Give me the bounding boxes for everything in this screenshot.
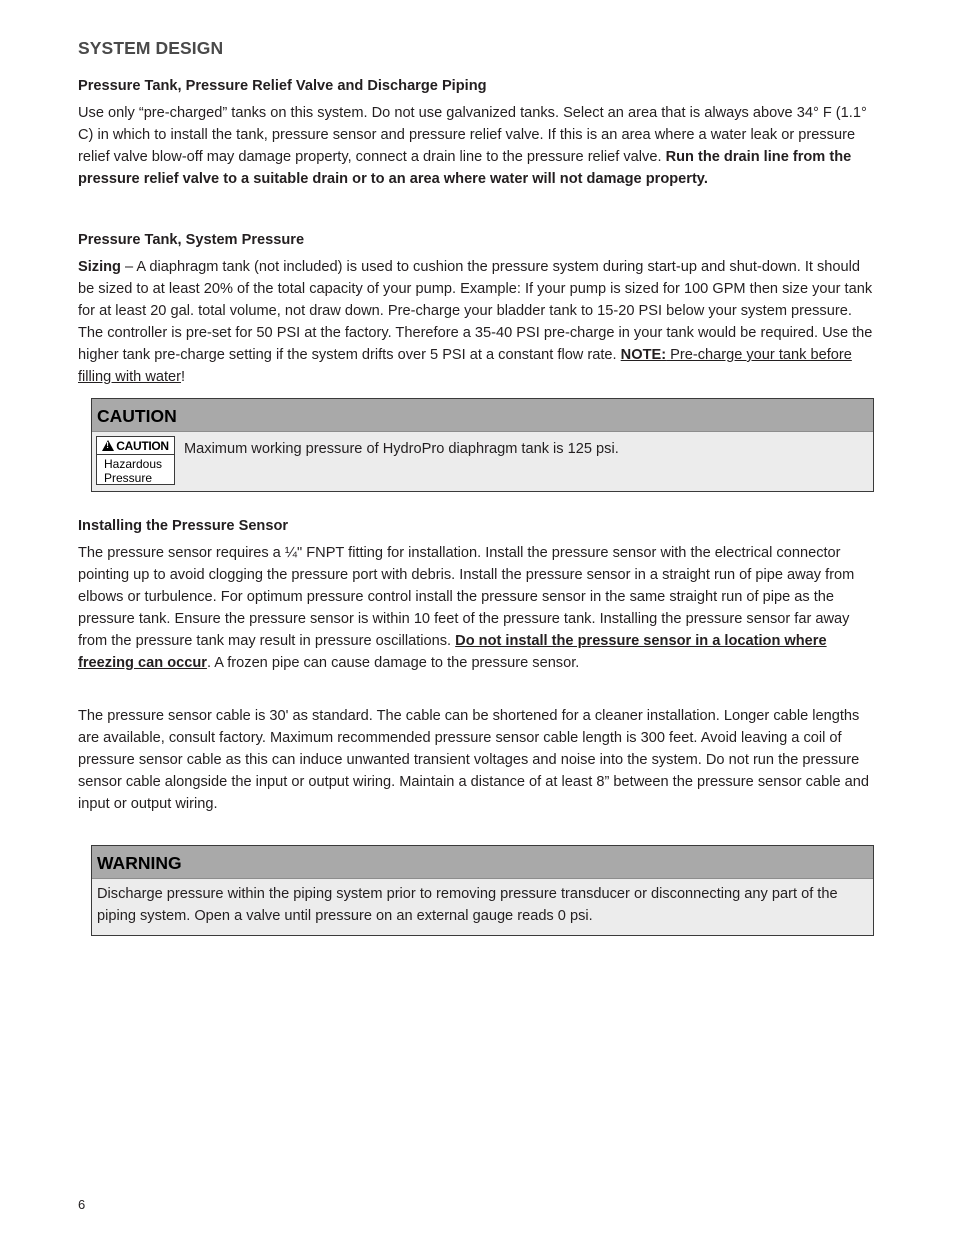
caution-box-title: CAUTION	[97, 406, 177, 426]
section-title: SYSTEM DESIGN	[78, 38, 224, 58]
caution-label-title: CAUTION	[116, 438, 169, 453]
sensor-paragraph-1	[78, 542, 878, 674]
tank-heading: Pressure Tank, Pressure Relief Valve and Discharge Piping	[78, 78, 487, 94]
sizing-text: – A diaphragm tank (not included) is used to cushion the pressure system during start-up and shut-down. It should be sized to at least 20% of the total capacity of your pump. Example: If your pump is sized for 100 GPM then size your tank for at least 20 gal. total volume, not draw down. Pre-charge your bladder tank to 15-20 PSI below your system pressure. The controller is pre-set for 50 PSI at the factory. Therefore a 35-40 PSI pre-charge in your tank would be required. Use the higher tank pre-charge setting if the system drifts over 5 PSI at a constant flow rate.	[78, 259, 873, 363]
sensor-heading-block	[78, 518, 878, 534]
sizing-lead: Sizing	[78, 259, 121, 275]
warning-box-header	[92, 846, 873, 879]
warning-message: Discharge pressure within the piping system prior to removing pressure transducer or disconnecting any part of the piping system. Open a valve until pressure on an external gauge reads 0 psi.	[97, 886, 838, 924]
tank-paragraph-text: Use only “pre-charged” tanks on this system. Do not use galvanized tanks. Select an area that is always above 34° F (1.1° C) in which to install the tank, pressure sensor and pressure relief valve. If this is an area where a water leak or pressure relief valve blow-off may damage property, connect a drain line to the pressure relief valve.	[78, 105, 867, 165]
tank-paragraph-bold: Run the drain line from the pressure relief valve to a suitable drain or to an area where water will not damage property.	[78, 149, 852, 187]
sizing-note-label: NOTE:	[620, 347, 667, 363]
sensor-p2-text: The pressure sensor cable is 30' as standard. The cable can be shortened for a cleaner installation. Longer cable lengths are available, consult factory. Maximum recommended pressure sensor cable length is 300 feet. Avoid leaving a coil of pressure sensor cable as this can induce unwanted transient voltages and noise into the system. Do not run the pressure sensor cable alongside the input or output wiring. Maintain a distance of at least 8” between the pressure sensor cable and input or output wiring.	[78, 708, 869, 812]
caution-box-header	[92, 399, 873, 432]
sensor-paragraph-2	[78, 705, 878, 815]
tank-paragraph	[78, 102, 878, 190]
sensor-p1-after: . A frozen pipe can cause damage to the pressure sensor.	[206, 655, 580, 671]
warning-triangle-icon	[102, 440, 114, 451]
caution-label	[96, 436, 175, 485]
sizing-note-end: !	[181, 369, 186, 385]
sensor-p1-bold-underline: Do not install the pressure sensor in a location where freezing can occur	[78, 633, 827, 671]
system-heading: Pressure Tank, System Pressure	[78, 232, 305, 248]
caution-box	[91, 398, 874, 492]
sensor-heading: Installing the Pressure Sensor	[78, 518, 289, 534]
warning-box	[91, 845, 874, 936]
page-number: 6	[78, 1197, 86, 1212]
tank-heading-block	[78, 78, 878, 94]
caution-label-line2: Pressure	[104, 471, 153, 485]
warning-box-title: WARNING	[97, 853, 182, 873]
sizing-paragraph	[78, 256, 878, 388]
system-heading-block	[78, 232, 878, 248]
sensor-p1-text: The pressure sensor requires a ¼" FNPT fitting for installation. Install the pressure sensor with the electrical connector pointing up to avoid clogging the pressure port with debris. Install the pressure sensor in a straight run of pipe away from elbows or turbulence. For optimum pressure control install the pressure sensor in the same straight run of pipe as the pressure tank. Ensure the pressure sensor is within 10 feet of the pressure tank. Installing the pressure sensor far away from the pressure tank may result in pressure oscillations.	[78, 545, 855, 649]
sizing-note-text: Pre-charge your tank before filling with water	[78, 347, 852, 385]
caution-message: Maximum working pressure of HydroPro diaphragm tank is 125 psi.	[184, 441, 619, 457]
caution-label-line1: Hazardous	[104, 457, 163, 471]
